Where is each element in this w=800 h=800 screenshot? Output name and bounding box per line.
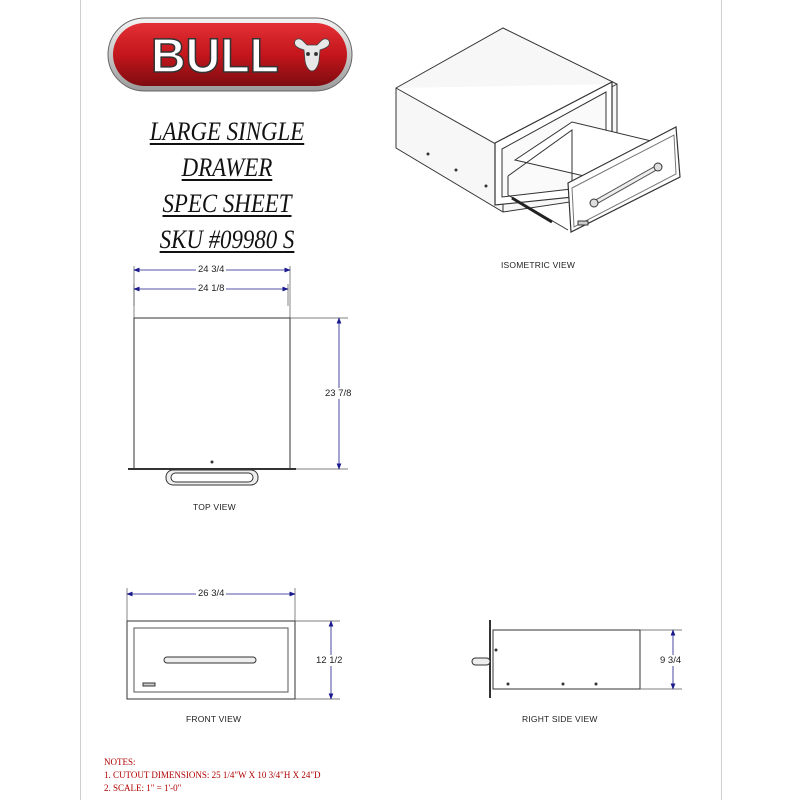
top-view-drawing [128,266,348,485]
logo-text: BULL [151,30,279,83]
front-view-drawing [127,588,340,699]
right-side-view-drawing [472,620,682,698]
dim-front-width: 26 3/4 [198,588,225,599]
dim-top-outer-width: 24 3/4 [198,264,225,275]
notes-line-1: 1. CUTOUT DIMENSIONS: 25 1/4"W X 10 3/4"H X 24"D [104,770,321,780]
dim-front-height: 12 1/2 [316,655,343,666]
dim-side-height: 9 3/4 [660,655,682,666]
dim-top-depth: 23 7/8 [325,388,352,399]
isometric-drawing [396,28,680,232]
title-line-2: SPEC SHEET [162,189,292,218]
title-line-3: SKU #09980 S [159,225,295,254]
dim-top-inner-width: 24 1/8 [198,283,225,294]
top-view-label: TOP VIEW [193,502,236,512]
title-line-1: LARGE SINGLE DRAWER [149,117,305,182]
notes [104,756,321,795]
isometric-view-label: ISOMETRIC VIEW [501,260,576,270]
front-view-label: FRONT VIEW [186,714,242,724]
notes-line-2: 2. SCALE: 1" = 1'-0" [104,783,182,793]
right-side-view-label: RIGHT SIDE VIEW [522,714,598,724]
notes-heading: NOTES: [104,757,136,767]
